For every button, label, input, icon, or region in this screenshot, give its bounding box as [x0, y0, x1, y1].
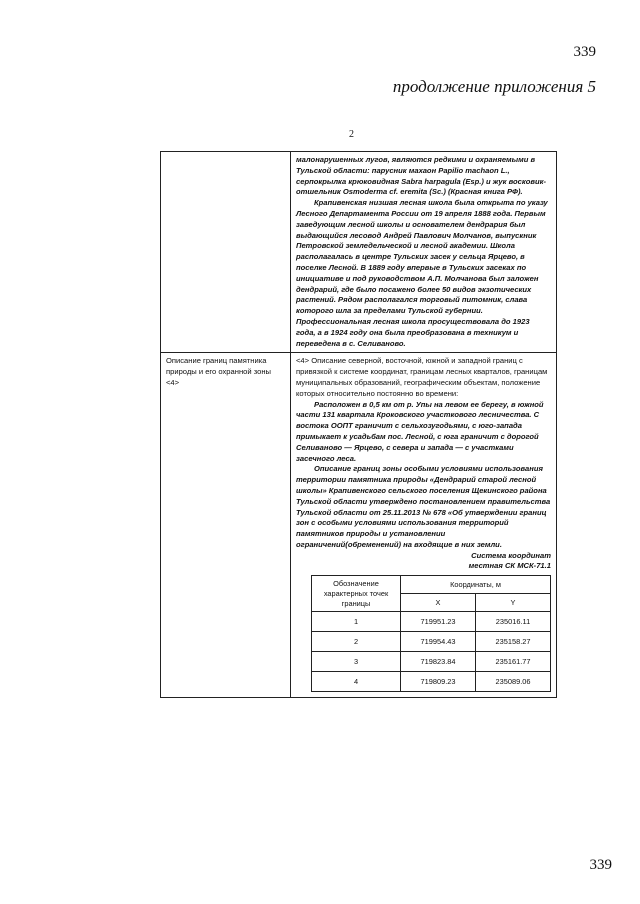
point-cell: 2 [312, 632, 401, 652]
point-cell: 1 [312, 612, 401, 632]
point-cell: 4 [312, 672, 401, 692]
table-row [312, 672, 551, 692]
x-header: X [401, 594, 476, 612]
boundary-label: Описание границ памятника природы и его охранной зоны <4> [166, 356, 271, 387]
table-row [312, 612, 551, 632]
description-cell [291, 152, 557, 353]
y-cell: 235089.06 [476, 672, 551, 692]
boundary-label-cell [161, 353, 291, 698]
coord-system-title: Система координат [471, 550, 551, 560]
x-cell: 719823.84 [401, 652, 476, 672]
page-number-top: 339 [573, 44, 596, 60]
x-cell: 719954.43 [401, 632, 476, 652]
inner-page-number: 2 [349, 129, 354, 140]
y-header: Y [476, 594, 551, 612]
boundary-description-cell [291, 353, 557, 698]
empty-label-cell [161, 152, 291, 353]
point-cell: 3 [312, 652, 401, 672]
boundary-intro: <4> Описание северной, восточной, южной и западной границ с привязкой к системе координат, границам лесных кварталов, границам муниципальных образований, географическим объектам, положение которых относительно постоянно во времени: [296, 356, 548, 398]
coordinates-table [311, 575, 551, 692]
coord-system-name: местная СК МСК-71.1 [468, 561, 551, 571]
location-text: Расположен в 0,5 км от р. Упы на левом ее берегу, в южной части 131 квартала Кроковского участкового лесничества. С востока ООПТ граничит с сельхозугодьями, с юго-запада примыкает к усадьбам пос. Лесной, с юга граничит с дорогой Селиваново — Ярцево, с севера и запада — с участками засечного леса. [296, 399, 544, 463]
continuation-label: продолжение приложения 5 [392, 77, 596, 96]
table-row [312, 632, 551, 652]
point-header: Обозначение характерных точек границы [312, 576, 401, 612]
table-row [312, 652, 551, 672]
table-header-row [312, 576, 551, 594]
coords-header: Координаты, м [401, 576, 551, 594]
forest-school-paragraph: Крапивенская низшая лесная школа была открыта по указу Лесного Департамента России от 19 апреля 1888 года. Первым заведующим лесной школы и основателем дендрария был выдающийся лесовод Андрей Павлович Молчанов, выпускник Петровской земледельческой и лесной академии. Школа располагалась в центре Тульских засек у сельца Ярцево, в поселке Лесной. В 1889 году впервые в Тульских засеках по инициативе и под руководством А.П. Молчанова был заложен дендрарий, где было посажено более 50 видов экзотических растений. Рядом располагался торговый питомник, слава которого шла за пределами Тульской губернии. Профессиональная лесная школа просуществовала до 1923 года, а в 1924 году она была преобразована в техникум и переведена в с. Селиваново. [296, 198, 548, 348]
y-cell: 235158.27 [476, 632, 551, 652]
rare-species-paragraph: малонарушенных лугов, являются редкими и охраняемыми в Тульской области: парусник махаон Papilio machaon L., серпокрылка крюковидная Sabra harpagula (Esp.) и жук восковик-отшельник Osmoderma cf. eremita (Sc.) (Красная книга РФ). [296, 155, 546, 197]
page-number-bottom: 339 [589, 857, 612, 873]
main-table [160, 151, 557, 698]
zone-text: Описание границ зоны особыми условиями использования территории памятника природы «Дендрарий старой лесной школы» Крапивенского сельского поселения Щекинского района Тульской области утверждено постановлением правительства Тульской области от 25.11.2013 № 678 «Об утверждении границ зон с особыми условиями использования территорий памятников природы и установлении ограничений(обременений) на входящие в них земли. [296, 464, 551, 549]
y-cell: 235016.11 [476, 612, 551, 632]
table-row [161, 353, 557, 698]
table-row [161, 152, 557, 353]
y-cell: 235161.77 [476, 652, 551, 672]
x-cell: 719951.23 [401, 612, 476, 632]
x-cell: 719809.23 [401, 672, 476, 692]
